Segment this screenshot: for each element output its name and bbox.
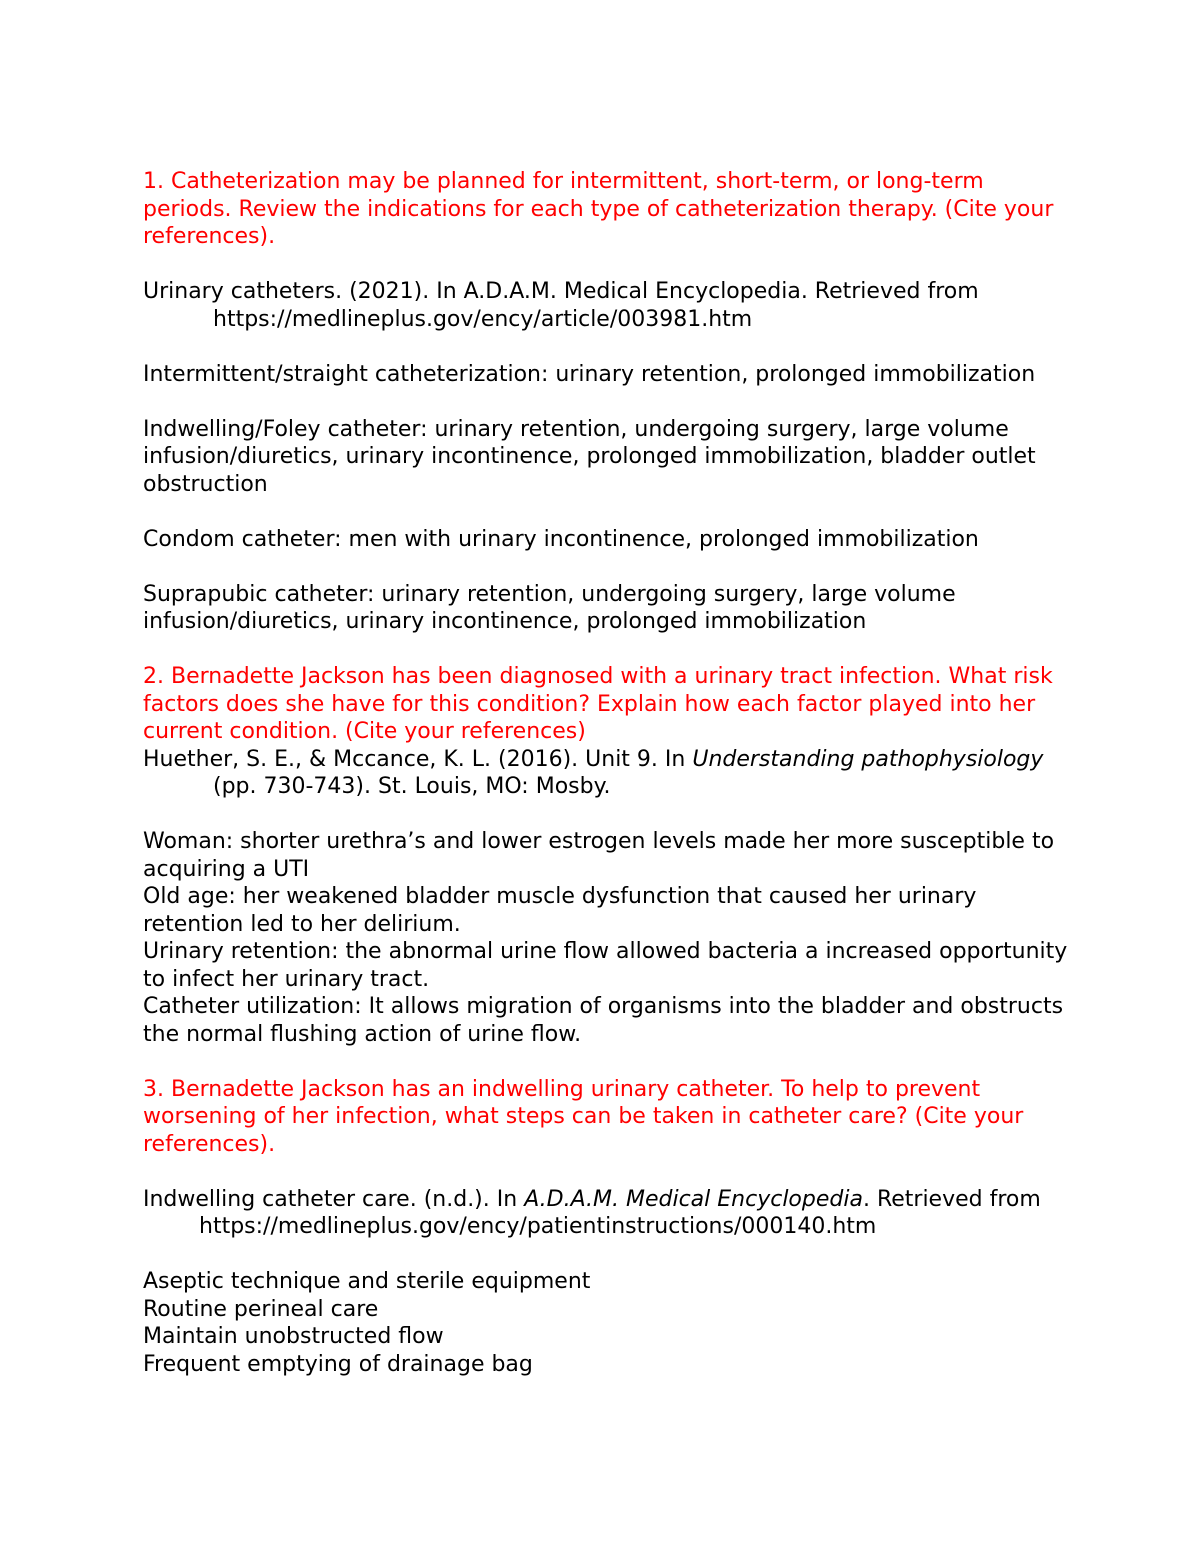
- answer-2-woman: Woman: shorter urethra’s and lower estrogen levels made her more susceptible to acquiring a UTI: [143, 829, 1055, 882]
- answer-3-perineal: Routine perineal care: [143, 1296, 379, 1322]
- question-1: 1. Catheterization may be planned for intermittent, short-term, or long-term periods. Review the indications for each type of catheterization therapy. (Cite your references).: [143, 169, 1054, 249]
- answer-3-drainage: Frequent emptying of drainage bag: [143, 1351, 533, 1377]
- answer-2-catheter-utilization: Catheter utilization: It allows migration of organisms into the bladder and obstructs the normal flushing action of urine flow.: [143, 994, 1064, 1047]
- document-body: [143, 168, 1068, 1378]
- answer-1-suprapubic: Suprapubic catheter: urinary retention, undergoing surgery, large volume infusion/diuretics, urinary incontinence, prolonged immobilization: [143, 581, 956, 634]
- question-2: 2. Bernadette Jackson has been diagnosed with a urinary tract infection. What risk factors does she have for this condition? Explain how each factor played into her current condition. (Cite your references): [143, 664, 1053, 744]
- answer-1-intermittent: Intermittent/straight catheterization: urinary retention, prolonged immobilization: [143, 361, 1036, 387]
- answer-2-old-age: Old age: her weakened bladder muscle dysfunction that caused her urinary retention led to her delirium.: [143, 884, 977, 937]
- answer-3-aseptic: Aseptic technique and sterile equipment: [143, 1269, 591, 1294]
- answer-2-urinary-retention: Urinary retention: the abnormal urine flow allowed bacteria a increased opportunity to infect her urinary tract.: [143, 939, 1068, 992]
- reference-2: Huether, S. E., & Mccance, K. L. (2016). Unit 9. In Understanding pathophysiology (pp. 730-743). St. Louis, MO: Mosby.: [143, 746, 1044, 799]
- question-3: 3. Bernadette Jackson has an indwelling urinary catheter. To help to prevent worsening of her infection, what steps can be taken in catheter care? (Cite your references).: [143, 1076, 1024, 1157]
- reference-3-title: A.D.A.M. Medical Encyclopedia: [524, 1186, 863, 1212]
- answer-3-flow: Maintain unobstructed flow: [143, 1324, 444, 1349]
- answer-1-indwelling: Indwelling/Foley catheter: urinary retention, undergoing surgery, large volume infusion/diuretics, urinary incontinence, prolonged immobilization, bladder outlet obstruction: [143, 416, 1036, 497]
- reference-1: Urinary catheters. (2021). In A.D.A.M. Medical Encyclopedia. Retrieved from https://medlineplus.gov/ency/article/003981.htm: [143, 279, 979, 332]
- reference-3: Indwelling catheter care. (n.d.). In A.D.A.M. Medical Encyclopedia. Retrieved from https://medlineplus.gov/ency/patientinstructions/000140.htm: [143, 1186, 1041, 1239]
- answer-1-condom: Condom catheter: men with urinary incontinence, prolonged immobilization: [143, 526, 979, 552]
- reference-2-title: Understanding pathophysiology: [692, 746, 1044, 772]
